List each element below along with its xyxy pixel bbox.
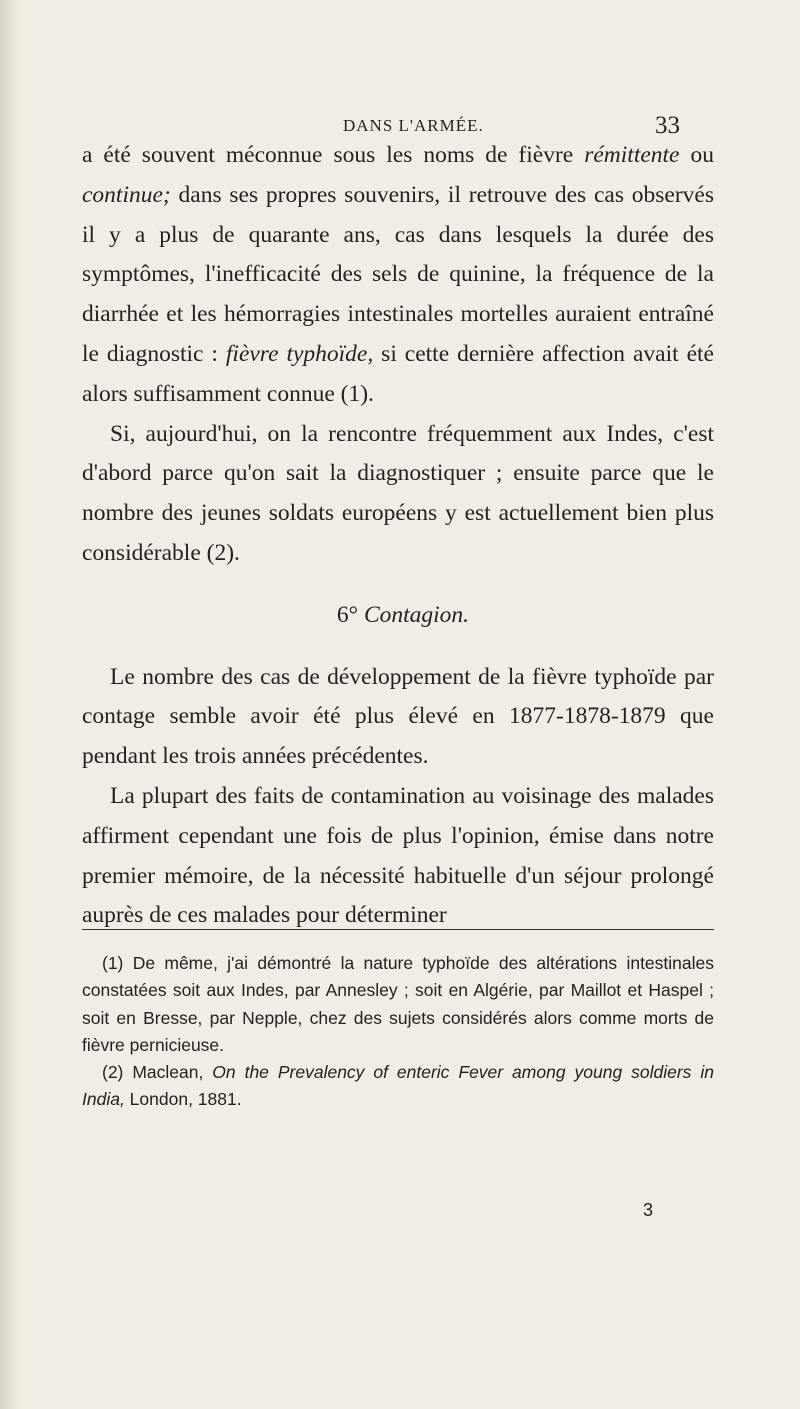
paragraph-4: La plupart des faits de contamination au voisinage des malades affirment cependant une fois de plus l'opinion, émise dans notre premier mémoire, de la nécessité habituelle d'un séjour prolongé auprès de ces malades pour déterminer: [82, 782, 714, 929]
footnote-2-place: London, 1881.: [124, 1089, 242, 1110]
paragraph-1-text-a: a été souvent méconnue sous les noms de fièvre: [82, 142, 585, 168]
paragraph-1-italic-remittente: rémittente: [584, 142, 680, 168]
footnote-2: [82, 1059, 714, 1114]
section-title: Contagion.: [363, 601, 470, 628]
paragraph-2: Si, aujourd'hui, on la rencontre fréquemment aux Indes, c'est d'abord parce qu'on sait la diagnostiquer ; ensuite parce que le nombre des jeunes soldats européens y est actuellement bien plus considérable (2).: [82, 420, 714, 566]
paragraph-1-italic-typhoide: fièvre typhoïde,: [225, 340, 374, 367]
running-head-title: DANS L'ARMÉE.: [343, 116, 484, 135]
paragraph-1-text-g: si cette dernière affection avait été alors suffisamment connue (1).: [82, 340, 714, 407]
footnote-1: (1) De même, j'ai démontré la nature typhoïde des altérations intestinales constatées soit aux Indes, par Annesley ; soit en Algérie, par Maillot et Haspel ; soit en Bresse, par Nepple, chez des sujets considérés alors comme morts de fièvre pernicieuse.: [82, 953, 714, 1055]
section-heading: [82, 596, 714, 636]
paragraph-3: Le nombre des cas de développement de la fièvre typhoïde par contage semble avoir été plus élevé en 1877-1878-1879 que pendant les trois années précédentes.: [82, 663, 714, 770]
paragraph-1-italic-continue: continue;: [82, 181, 171, 208]
page-number: 33: [655, 112, 680, 139]
footnote-2-author: (2) Maclean,: [102, 1062, 213, 1083]
paragraph-1: [82, 136, 714, 415]
footnote-2-title: On the Prevalency of enteric Fever among young soldiers in India,: [82, 1062, 715, 1110]
footnotes: [82, 950, 714, 1114]
section-number: 6°: [336, 601, 359, 628]
paragraph-1-text-c: ou: [679, 142, 714, 168]
page-binding-shadow: [0, 0, 22, 1409]
signature-mark: 3: [643, 1200, 654, 1220]
body-text: [82, 136, 714, 936]
paragraph-1-text-e: dans ses propres souvenirs, il retrouve des cas observés il y a plus de quarante ans, cas dans lesquels la durée des symptômes, l'inefficacité des sels de quinine, la fréquence de la diarrhée et les hémorragies intestinales mortelles auraient entraîné le diagnostic :: [82, 181, 714, 367]
footnote-rule: [82, 929, 714, 930]
